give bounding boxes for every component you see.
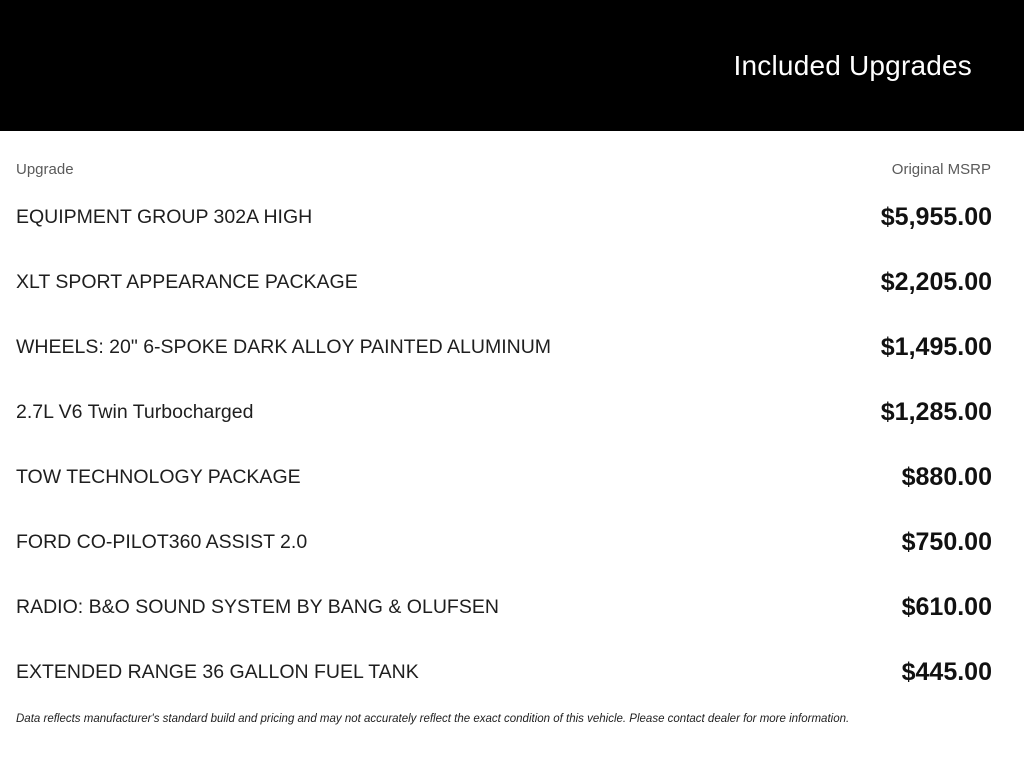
table-row <box>0 445 1024 510</box>
table-row <box>0 380 1024 445</box>
column-header-msrp: Original MSRP <box>891 161 991 178</box>
upgrade-name: EXTENDED RANGE 36 GALLON FUEL TANK <box>16 661 419 683</box>
upgrade-price: $2,205.00 <box>880 268 992 296</box>
upgrade-name: TOW TECHNOLOGY PACKAGE <box>16 466 301 488</box>
upgrade-name: RADIO: B&O SOUND SYSTEM BY BANG & OLUFSEN <box>16 596 499 618</box>
upgrades-table <box>0 185 1024 705</box>
upgrade-name: WHEELS: 20" 6-SPOKE DARK ALLOY PAINTED ALUMINUM <box>16 336 552 358</box>
header-bar <box>0 0 1024 131</box>
upgrade-price: $610.00 <box>901 593 992 621</box>
upgrade-name: EQUIPMENT GROUP 302A HIGH <box>16 206 313 228</box>
table-row <box>0 510 1024 575</box>
upgrade-price: $1,285.00 <box>880 398 992 426</box>
table-row <box>0 185 1024 250</box>
disclaimer-footnote: Data reflects manufacturer's standard build and pricing and may not accurately reflect the exact condition of this vehicle. Please contact dealer for more information. <box>16 713 850 725</box>
upgrade-price: $445.00 <box>901 658 992 686</box>
table-row <box>0 640 1024 705</box>
upgrade-name: XLT SPORT APPEARANCE PACKAGE <box>16 271 358 293</box>
upgrade-price: $1,495.00 <box>880 333 992 361</box>
upgrade-price: $880.00 <box>901 463 992 491</box>
page-title: Included Upgrades <box>733 50 972 81</box>
upgrade-name: 2.7L V6 Twin Turbocharged <box>16 401 254 423</box>
table-row <box>0 315 1024 380</box>
upgrade-price: $750.00 <box>901 528 992 556</box>
upgrade-price: $5,955.00 <box>880 203 992 231</box>
table-row <box>0 575 1024 640</box>
table-row <box>0 250 1024 315</box>
column-header-upgrade: Upgrade <box>16 161 74 178</box>
upgrade-name: FORD CO-PILOT360 ASSIST 2.0 <box>16 531 308 553</box>
